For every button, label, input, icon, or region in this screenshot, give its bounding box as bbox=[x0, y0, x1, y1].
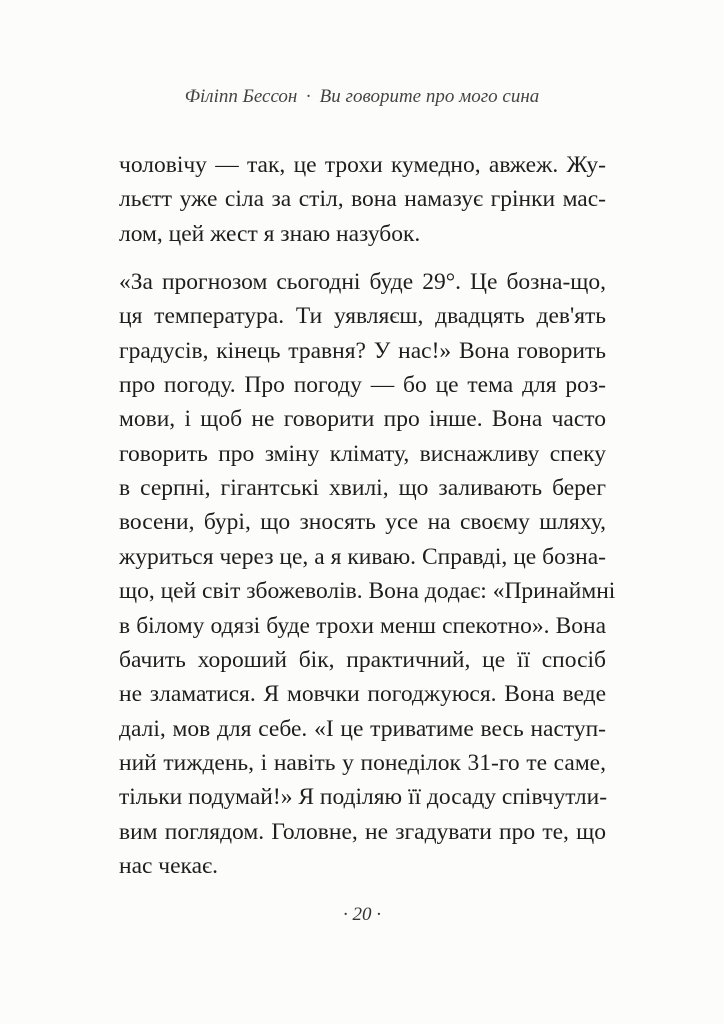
running-header bbox=[0, 86, 724, 108]
text-line: в серпні, гігантські хвилі, що заливають берег bbox=[119, 475, 606, 502]
text-line: далі, мов для себе. «І це триватиме весь наступ- bbox=[119, 715, 606, 742]
text-line: льєтт уже сіла за стіл, вона намазує грінки мас- bbox=[119, 186, 606, 213]
text-line: що, цей світ збожеволів. Вона додає: «Принаймні bbox=[119, 578, 616, 605]
text-line: говорить про зміну клімату, виснажливу спеку bbox=[119, 440, 606, 467]
text-line: не зламатися. Я мовчки погоджуюся. Вона веде bbox=[119, 681, 606, 708]
text-line: мови, і щоб не говорити про інше. Вона часто bbox=[119, 406, 606, 433]
text-line: журиться через це, а я киваю. Справді, це бозна- bbox=[119, 543, 606, 570]
header-separator: · bbox=[305, 86, 312, 107]
text-line: нас чекає. bbox=[119, 852, 219, 879]
text-line: чоловічу — так, це трохи кумедно, авжеж. Жу- bbox=[119, 152, 606, 178]
text-line: восени, бурі, що зносять усе на своєму шляху, bbox=[119, 509, 606, 536]
text-line: ця температура. Ти уявляєш, двадцять дев'ять bbox=[119, 303, 606, 330]
header-author: Філіпп Бессон bbox=[184, 86, 298, 107]
text-line: бачить хороший бік, практичний, це її спосіб bbox=[119, 646, 606, 673]
text-line: про погоду. Про погоду — бо це тема для роз- bbox=[119, 372, 606, 399]
text-line: лом, цей жест я знаю назубок. bbox=[119, 220, 421, 247]
text-line: «За прогнозом сьогодні буде 29°. Це бозна-що, bbox=[119, 269, 606, 295]
text-line: в білому одязі буде трохи менш спекотно». Вона bbox=[119, 612, 606, 639]
text-line: градусів, кінець травня? У нас!» Вона говорить bbox=[119, 337, 606, 364]
text-line: вим поглядом. Головне, не згадувати про те, що bbox=[119, 818, 606, 845]
text-line: ний тиждень, і навіть у понеділок 31-го те саме, bbox=[119, 749, 606, 776]
text-line: тільки подумай!» Я поділяю її досаду співчутли- bbox=[119, 784, 608, 811]
header-book-title: Ви говорите про мого сина bbox=[319, 86, 540, 107]
page-number: · 20 · bbox=[343, 904, 381, 925]
